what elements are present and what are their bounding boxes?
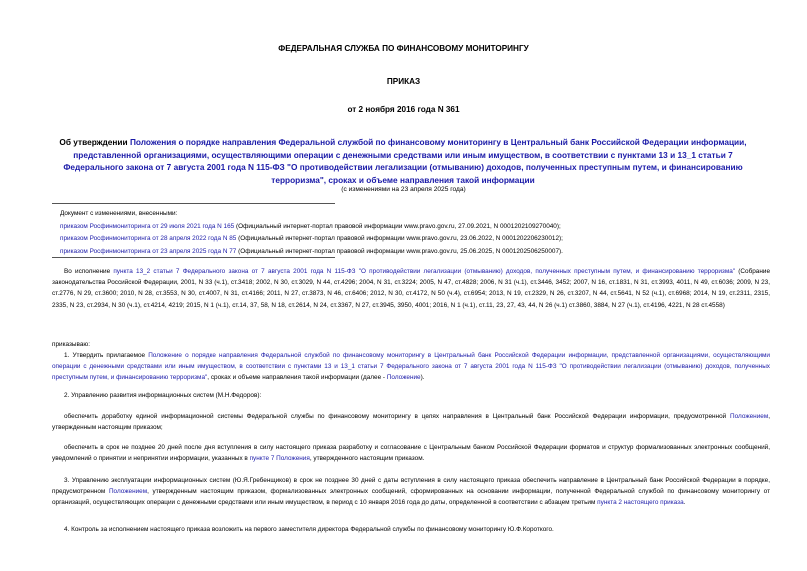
- document-title: [58, 136, 748, 186]
- item-3-paragraph: [52, 475, 770, 509]
- change-order-link[interactable]: приказом Росфинмониторинга от 29 июля 2021 года N 165: [60, 222, 235, 230]
- change-order-link[interactable]: приказом Росфинмониторинга от 28 апреля 2022 года N 85: [60, 235, 237, 242]
- item-3-text: 3. Управлению эксплуатации информационных систем (Ю.Я.Гребенщиков) в срок не позднее 30 дней с даты вступления в силу настоящего приказа обеспечить направление в Центральный банк Российской Федерации в порядке, предусмотренном: [52, 477, 770, 496]
- change-details: (Официальный интернет-портал правовой информации www.pravo.gov.ru, 25.06.2025, N 0001202506250007).: [236, 247, 563, 255]
- order-word: приказываю:: [52, 341, 90, 348]
- change-item: [60, 233, 750, 246]
- regulation-link[interactable]: Положением: [730, 413, 769, 420]
- item-2b-text: обеспечить в срок не позднее 20 дней после дня вступления в силу настоящего приказа разработку и согласование с Центральным банком Российской Федерации форматов и структур формализованных электронных сообщений, уведомлений о принятии и непринятии информации, указанных в: [52, 444, 770, 463]
- item-2b-end: , утвержденного настоящим приказом.: [309, 455, 425, 463]
- item-1-prefix: 1. Утвердить прилагаемое: [64, 352, 149, 359]
- item-2b-paragraph: [52, 442, 770, 464]
- order-point-2-link[interactable]: пункта 2 настоящего приказа: [597, 499, 684, 507]
- preamble-citation: (Собрание законодательства Российской Федерации, 2001, N 33 (ч.1), ст.3418; 2002, N 30, ст.3029, N 44, ст.4296; 2004, N 31, ст.3224; 2005, N 47, ст.4828; 2006, N 31 (ч.1), ст.3446, 3452; 2007, N 16, ст.1831, N 31, ст.3993, 4011, N 49, ст.6036; 2009, N 23, ст.2776, N 29, ст.3600; 2010, N 28, ст.3553, N 30, ст.4007, N 31, ст.4166; 2011, N 27, ст.3873, N 46, ст.6406; 2012, N 30, ст.4172, N 50 (ч.4), ст.6954; 2013, N 19, ст.2329, N 26, ст.3207, N 44, ст.5641, N 52 (ч.1), ст.6968; 2014, N 19, ст.2311, 2315, 2335, N 23, ст.2934, N 30 (ч.1), ст.4214, 4219; 2015, N 1 (ч.1), ст.14, 37, 58, N 18, ст.2614, N 24, ст.3367, N 27, ст.3945, 3950, 4001; 2016, N 1 (ч.1), ст.11, 23, 27, 43, 44, N 26 (ч.1) ст.3860, 3884, N 27 (ч.1), ст.4196, 4221, N 28 ст.4558): [52, 268, 771, 309]
- item-1-end: ).: [420, 374, 425, 382]
- document-type: ПРИКАЗ: [386, 77, 421, 86]
- document-date-number: от 2 ноября 2016 года N 361: [347, 105, 460, 114]
- agency-name: ФЕДЕРАЛЬНАЯ СЛУЖБА ПО ФИНАНСОВОМУ МОНИТОРИНГУ: [278, 44, 529, 53]
- regulation-link[interactable]: Положением: [108, 488, 148, 496]
- regulation-link[interactable]: Положение о порядке направления Федеральной службой по финансовому мониторингу в Центральный банк Российской Федерации информации, представленной организациями, осуществляющими операции с денежными средствами или иным имуществом, в соответствии с пунктами 13 и 13_1 статьи 7 Федерального закона от 7 августа 2001 года N 115-ФЗ "О противодействии легализации (отмыванию) доходов, полученных преступным путем, и финансированию терроризма": [52, 352, 770, 382]
- item-2a-paragraph: [52, 411, 770, 433]
- item-3-end: .: [683, 499, 686, 507]
- regulation-short-link[interactable]: Положение: [386, 374, 421, 382]
- edition-note: (с изменениями на 23 апреля 2025 года): [341, 186, 466, 193]
- item-4-paragraph: 4. Контроль за исполнением настоящего приказа возложить на первого заместителя директора Федеральной службы по финансовому мониторингу Ю.Ф.Короткого.: [64, 526, 554, 533]
- change-details: (Официальный интернет-портал правовой информации www.pravo.gov.ru, 23.06.2022, N 0001202206230012);: [236, 235, 563, 242]
- title-regulation-link[interactable]: Положения о порядке направления Федеральной службой по финансовому мониторингу в Центральный банк Российской Федерации информации, представленной организациями, осуществляющими операции с денежными средствами или иным имуществом, в соответствии с пунктами 13 и 13_1 статьи 7 Федерального закона от 7 августа 2001 года N 115-ФЗ "О противодействии легализации (отмыванию) доходов, полученных преступным путем, и финансированию терроризма", сроках и объеме направления такой информации: [63, 137, 747, 185]
- regulation-point-7-link[interactable]: пункте 7 Положения: [249, 455, 310, 463]
- preamble-prefix: Во исполнение: [64, 268, 114, 275]
- item-1-paragraph: [52, 350, 770, 384]
- change-order-link[interactable]: приказом Росфинмониторинга от 23 апреля 2025 года N 77: [60, 247, 237, 255]
- title-prefix: Об утверждении: [59, 137, 130, 147]
- change-item: [60, 221, 750, 234]
- change-details: (Официальный интернет-портал правовой информации www.pravo.gov.ru, 27.09.2021, N 0001202109270040);: [234, 222, 561, 230]
- item-2a-end: , утвержденным настоящим приказом;: [52, 413, 770, 432]
- item-1-middle: , сроках и объеме направления такой информации (далее -: [207, 374, 387, 382]
- law-article-link[interactable]: пункта 13_2 статьи 7 Федерального закона от 7 августа 2001 года N 115-ФЗ "О противодействии легализации (отмыванию) доходов, полученных преступным путем, и финансированию терроризма": [113, 268, 736, 275]
- preamble-paragraph: [52, 266, 770, 311]
- item-2-paragraph: 2. Управлению развития информационных систем (М.Н.Федоров):: [64, 392, 262, 399]
- top-divider: [52, 203, 335, 204]
- bottom-divider: [52, 257, 335, 258]
- item-2a-text: обеспечить доработку единой информационной системы Федеральной службы по финансовому мониторингу в целях направления в Центральный банк Российской Федерации информации, предусмотренной: [64, 413, 731, 420]
- item-3-middle: , утвержденным настоящим приказом, формализованных электронных сообщений, сформированных на основании информации, полученной Федеральной службой по финансовому мониторингу от организаций, осуществляющих операции с денежными средствами или иным имуществом, в период с 10 января 2016 года до даты, определенной в соответствии с абзацем третьим: [52, 488, 771, 507]
- changes-intro: Документ с изменениями, внесенными:: [60, 210, 178, 217]
- changes-block: [60, 208, 750, 258]
